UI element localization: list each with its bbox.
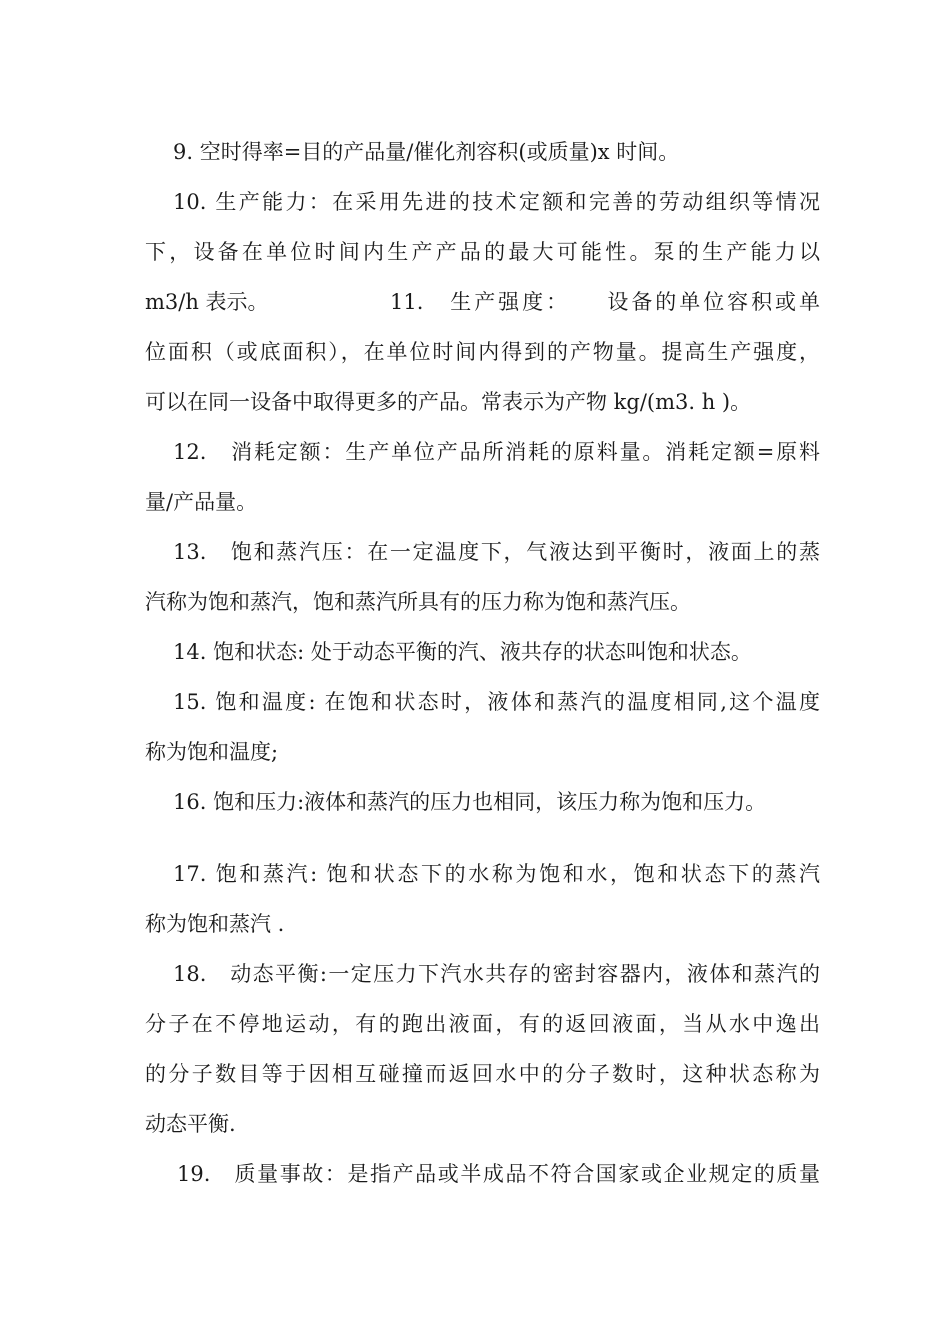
item-18-line-4: 动态平衡.: [145, 1112, 236, 1136]
item-10-11-line: [145, 277, 820, 327]
paragraph-gap: [145, 827, 820, 849]
item-11-line-3: 可以在同一设备中取得更多的产品。常表示为产物 kg/(m3. h )。: [145, 390, 752, 414]
item-16-line-1: 16. 饱和压力:液体和蒸汽的压力也相同，该压力称为饱和压力。: [173, 790, 767, 814]
document-body: [145, 127, 820, 1199]
item-11-line-1: 11. 生产强度： 设备的单位容积或单: [390, 290, 820, 314]
item-11-line-2: 位面积（或底面积），在单位时间内得到的产物量。提高生产强度，: [145, 340, 820, 364]
item-19-line-1: 19. 质量事故：是指产品或半成品不符合国家或企业规定的质量: [177, 1162, 820, 1186]
item-13-line-1: 13. 饱和蒸汽压：在一定温度下，气液达到平衡时，液面上的蒸: [173, 540, 820, 564]
item-12-line-2: 量/产品量。: [145, 490, 258, 514]
item-14-line-1: 14. 饱和状态: 处于动态平衡的汽、液共存的状态叫饱和状态。: [173, 640, 752, 664]
item-10-line-3: m3/h 表示。: [145, 290, 269, 314]
item-15-line-1: 15. 饱和温度: 在饱和状态时，液体和蒸汽的温度相同,这个温度: [173, 690, 820, 714]
item-18-line-2: 分子在不停地运动，有的跑出液面，有的返回液面，当从水中逸出: [145, 1012, 820, 1036]
item-17-line-2: 称为饱和蒸汽 .: [145, 912, 285, 936]
item-17-line-1: 17. 饱和蒸汽: 饱和状态下的水称为饱和水，饱和状态下的蒸汽: [173, 862, 820, 886]
item-13-line-2: 汽称为饱和蒸汽，饱和蒸汽所具有的压力称为饱和蒸汽压。: [145, 590, 691, 614]
item-9-line-1: 9. 空时得率=目的产品量/催化剂容积(或质量)x 时间。: [173, 140, 680, 164]
item-15-line-2: 称为饱和温度;: [145, 740, 279, 764]
item-10-line-1: 10. 生产能力：在采用先进的技术定额和完善的劳动组织等情况: [173, 190, 820, 214]
item-18-line-1: 18. 动态平衡:一定压力下汽水共存的密封容器内，液体和蒸汽的: [173, 962, 820, 986]
item-18-line-3: 的分子数目等于因相互碰撞而返回水中的分子数时，这种状态称为: [145, 1062, 820, 1086]
item-12-line-1: 12. 消耗定额：生产单位产品所消耗的原料量。消耗定额=原料: [173, 440, 820, 464]
item-10-line-2: 下，设备在单位时间内生产产品的最大可能性。泵的生产能力以: [145, 240, 820, 264]
